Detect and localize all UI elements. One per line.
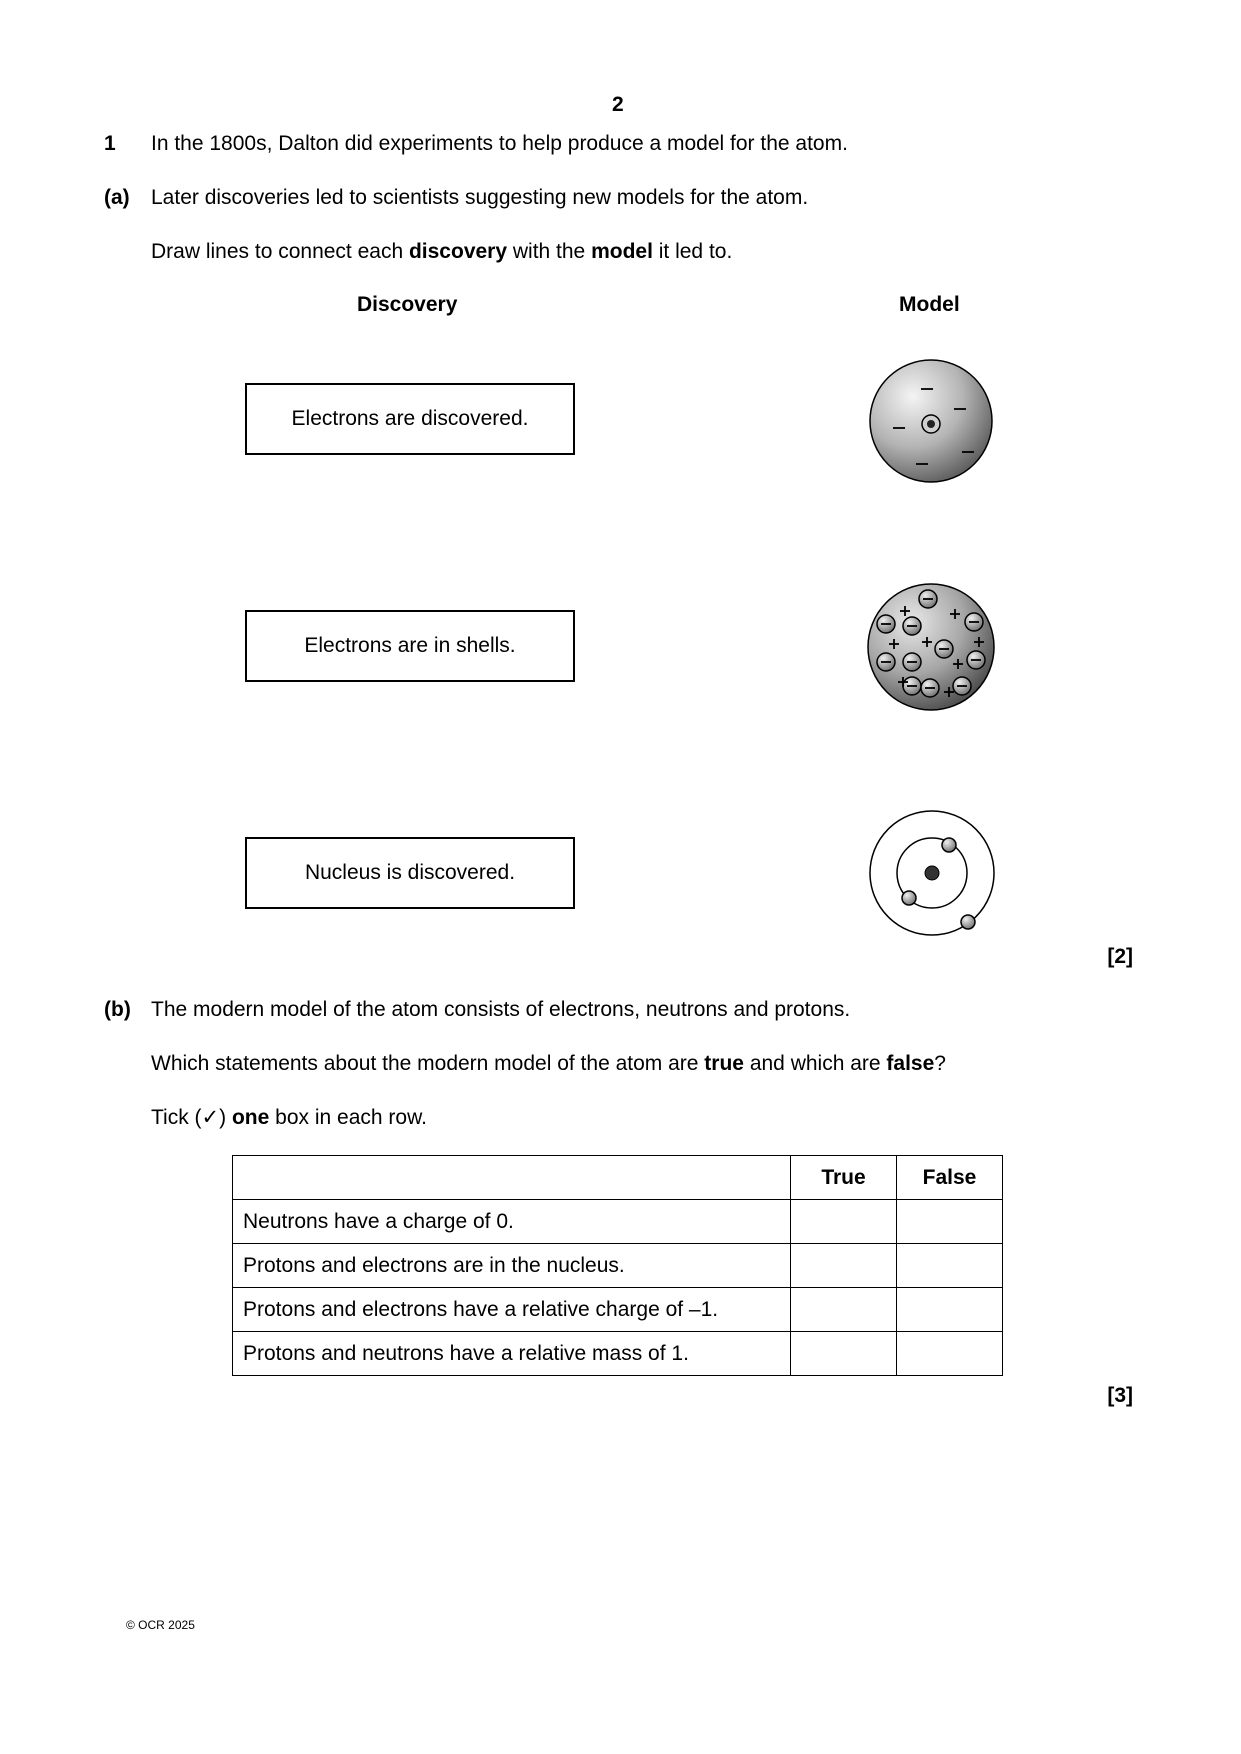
discovery-label: Nucleus is discovered. (304, 861, 516, 884)
instruction-bold-discovery: discovery (408, 240, 508, 263)
part-a-marks: [2] (1107, 945, 1133, 968)
discovery-label: Electrons are in shells. (304, 634, 516, 657)
question-text: and which are (743, 1052, 887, 1075)
discovery-box-nucleus-discovered[interactable] (245, 837, 575, 909)
discovery-box-electrons-discovered[interactable] (245, 383, 575, 455)
tick-text: box in each row. (269, 1106, 427, 1129)
tick-box-true[interactable] (791, 1332, 897, 1376)
table-row (233, 1332, 1003, 1376)
instruction-text: with the (507, 240, 592, 263)
column-header-false: False (897, 1156, 1003, 1200)
table-header-blank (233, 1156, 791, 1200)
question-text: ? (934, 1052, 946, 1075)
tick-bold-one: one (231, 1106, 270, 1129)
tick-box-true[interactable] (791, 1200, 897, 1244)
table-row (233, 1200, 1003, 1244)
tick-box-false[interactable] (897, 1332, 1003, 1376)
statement-cell: Protons and neutrons have a relative mass of 1. (233, 1332, 791, 1376)
tick-box-false[interactable] (897, 1200, 1003, 1244)
question-bold-true: true (704, 1052, 744, 1075)
part-a-label: (a) (104, 186, 130, 209)
tick-box-false[interactable] (897, 1288, 1003, 1332)
part-b-marks: [3] (1107, 1384, 1133, 1407)
tick-box-false[interactable] (897, 1244, 1003, 1288)
true-false-table (232, 1155, 1003, 1376)
part-b-text: The modern model of the atom consists of electrons, neutrons and protons. (151, 998, 851, 1021)
statement-cell: Protons and electrons are in the nucleus. (233, 1244, 791, 1288)
part-b-label: (b) (104, 998, 131, 1021)
table-row (233, 1288, 1003, 1332)
tick-text: Tick (✓) (151, 1106, 232, 1129)
question-number: 1 (104, 132, 116, 155)
nuclear-atom-model-icon[interactable] (866, 356, 996, 486)
page-number: 2 (612, 93, 624, 116)
statement-cell: Neutrons have a charge of 0. (233, 1200, 791, 1244)
instruction-bold-model: model (591, 240, 653, 263)
statement-cell: Protons and electrons have a relative charge of –1. (233, 1288, 791, 1332)
question-text: In the 1800s, Dalton did experiments to help produce a model for the atom. (151, 132, 848, 155)
tick-box-true[interactable] (791, 1288, 897, 1332)
part-b-question (151, 1051, 946, 1077)
table-header-row (233, 1156, 1003, 1200)
table-row (233, 1244, 1003, 1288)
tick-instruction (151, 1105, 427, 1131)
instruction-text: Draw lines to connect each (151, 240, 409, 263)
model-heading: Model (899, 293, 960, 316)
copyright-footer: © OCR 2025 (126, 1618, 195, 1632)
tick-box-true[interactable] (791, 1244, 897, 1288)
instruction-text: it led to. (652, 240, 733, 263)
question-text: Which statements about the modern model of the atom are (151, 1052, 705, 1075)
part-a-instruction (151, 239, 732, 265)
bohr-shell-model-icon[interactable] (866, 806, 1000, 940)
column-header-true: True (791, 1156, 897, 1200)
discovery-box-electrons-in-shells[interactable] (245, 610, 575, 682)
discovery-heading: Discovery (357, 293, 458, 316)
part-a-text: Later discoveries led to scientists suggesting new models for the atom. (151, 186, 809, 209)
discovery-label: Electrons are discovered. (291, 407, 529, 430)
question-bold-false: false (886, 1052, 935, 1075)
plum-pudding-model-icon[interactable] (866, 582, 996, 716)
